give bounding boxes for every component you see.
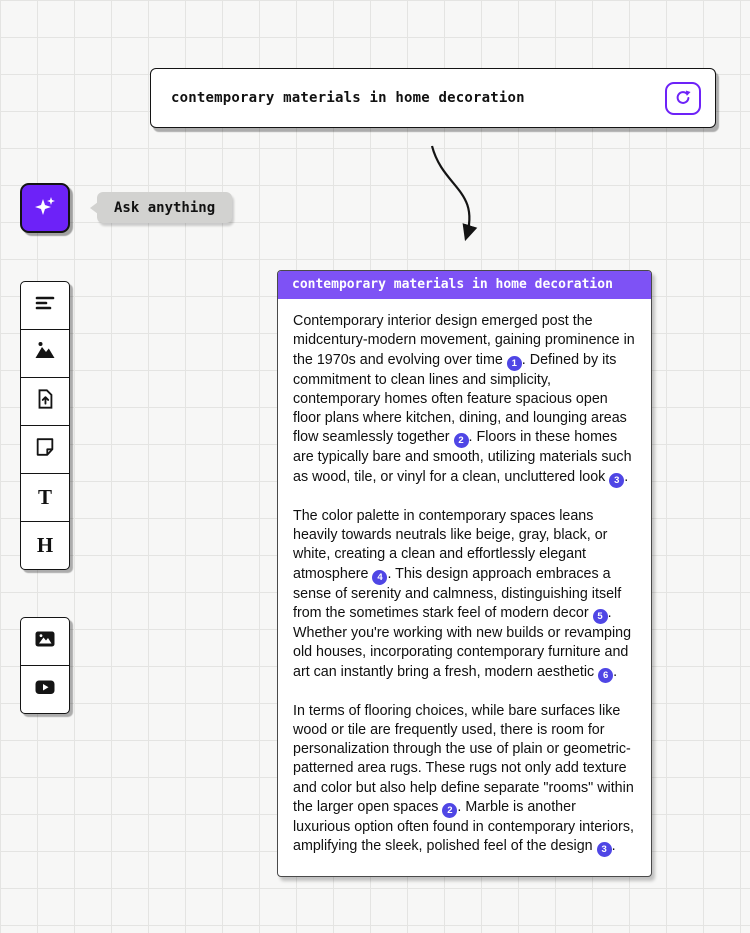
result-card[interactable] xyxy=(277,270,652,877)
tool-photo[interactable] xyxy=(21,618,69,666)
mountain-image-icon xyxy=(33,339,57,368)
citation-badge[interactable]: 2 xyxy=(442,803,457,818)
tool-video[interactable] xyxy=(21,666,69,713)
youtube-icon xyxy=(33,675,57,704)
citation-badge[interactable]: 3 xyxy=(609,473,624,488)
toolbar-main xyxy=(20,281,70,570)
ask-anything-button[interactable] xyxy=(20,183,70,233)
refresh-icon xyxy=(674,89,692,107)
card-body xyxy=(278,299,651,876)
tool-sticky-note[interactable] xyxy=(21,426,69,474)
sparkles-icon xyxy=(32,194,58,223)
citation-badge[interactable]: 4 xyxy=(372,570,387,585)
tool-notes[interactable] xyxy=(21,282,69,330)
citation-badge[interactable]: 1 xyxy=(507,356,522,371)
tooltip-label: Ask anything xyxy=(114,199,216,216)
tool-heading[interactable] xyxy=(21,522,69,569)
tool-file-upload[interactable] xyxy=(21,378,69,426)
tool-text[interactable] xyxy=(21,474,69,522)
sticky-note-icon xyxy=(34,436,56,463)
photo-icon xyxy=(33,627,57,656)
tool-image[interactable] xyxy=(21,330,69,378)
card-paragraph: In terms of flooring choices, while bare surfaces like wood or tile are frequently used, there is room for personalization through the use of plain or geometric-patterned area rugs. These rugs not only add texture and color but also help define separate "rooms" within the larger open spaces 2 . Marble is another luxurious option often found in contemporary interiors, amplifying the sleek, polished feel of the design 3 . xyxy=(293,702,634,856)
query-text[interactable]: contemporary materials in home decoration xyxy=(171,90,525,106)
citation-badge[interactable]: 6 xyxy=(598,668,613,683)
file-upload-icon xyxy=(34,388,56,415)
citation-badge[interactable]: 3 xyxy=(597,842,612,857)
query-box[interactable] xyxy=(150,68,716,128)
citation-badge[interactable]: 2 xyxy=(454,433,469,448)
citation-badge[interactable]: 5 xyxy=(593,609,608,624)
align-lines-icon xyxy=(33,291,57,320)
refresh-button[interactable] xyxy=(665,82,701,115)
heading-tool-icon: H xyxy=(36,533,54,557)
ask-anything-tooltip xyxy=(97,192,232,223)
text-tool-icon: T xyxy=(37,485,52,509)
toolbar-media xyxy=(20,617,70,714)
card-paragraph: The color palette in contemporary spaces leans heavily towards neutrals like beige, gray, black, or white, creating a clean and effortlessly elegant atmosphere 4 . This design approach embraces a sense of serenity and calmness, distinguishing itself from the sometimes stark feel of modern decor 5 . Whether you're working with new builds or revamping old houses, incorporating contemporary furniture and art can instantly bring a fresh, modern aesthetic 6 . xyxy=(293,507,632,681)
result-card-title[interactable]: contemporary materials in home decoration xyxy=(278,271,651,299)
card-paragraph: Contemporary interior design emerged post the midcentury-modern movement, gaining prominence in the 1970s and evolving over time 1 . Defined by its commitment to clean lines and simplicity, contemporary homes often feature spacious open floor plans where kitchen, dining, and lounging areas flow seamlessly together 2 . Floors in these homes are typically bare and smooth, utilizing materials such as wood, tile, or vinyl for a clean, uncluttered look 3 . xyxy=(293,313,635,486)
